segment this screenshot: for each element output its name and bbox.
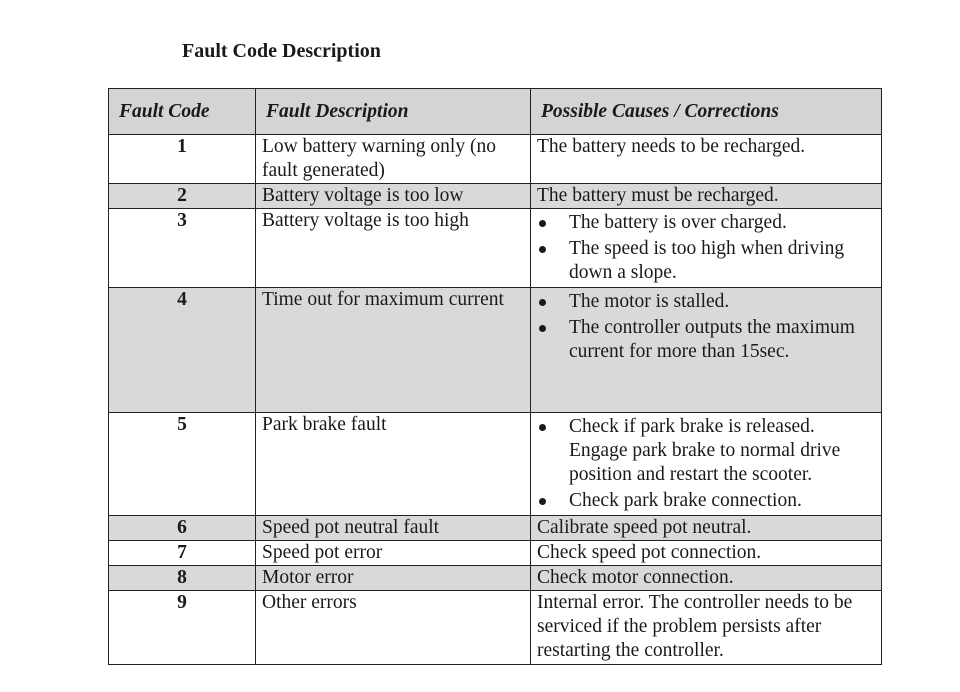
fault-code-table xyxy=(108,88,882,665)
cause-list-item xyxy=(537,290,875,314)
table-row xyxy=(109,516,882,541)
fault-description-cell: Battery voltage is too high xyxy=(256,209,531,288)
fault-code-cell: 7 xyxy=(109,541,256,566)
fault-code-cell: 4 xyxy=(109,288,256,413)
bullet-icon xyxy=(539,299,546,306)
fault-code-cell: 8 xyxy=(109,566,256,591)
fault-description-cell: Low battery warning only (no fault generated) xyxy=(256,135,531,184)
cause-list xyxy=(537,290,875,364)
cause-list-item xyxy=(537,415,875,487)
table-row xyxy=(109,135,882,184)
header-fault-code: Fault Code xyxy=(109,89,256,135)
fault-code-cell: 3 xyxy=(109,209,256,288)
cause-cell: The battery needs to be recharged. xyxy=(531,135,882,184)
cause-list-item xyxy=(537,237,875,285)
table-row xyxy=(109,591,882,665)
fault-description-cell: Speed pot neutral fault xyxy=(256,516,531,541)
fault-description-cell: Battery voltage is too low xyxy=(256,184,531,209)
cause-text: Check park brake connection. xyxy=(569,490,802,511)
cause-cell xyxy=(531,413,882,516)
bullet-icon xyxy=(539,246,546,253)
cause-text: The speed is too high when driving down a slope. xyxy=(569,238,845,283)
cause-list-item xyxy=(537,489,875,513)
fault-description-cell: Speed pot error xyxy=(256,541,531,566)
cause-cell: Check motor connection. xyxy=(531,566,882,591)
page-title: Fault Code Description xyxy=(182,40,381,62)
bullet-icon xyxy=(539,220,546,227)
fault-code-cell: 6 xyxy=(109,516,256,541)
cause-cell xyxy=(531,209,882,288)
cause-text: Check if park brake is released. Engage park brake to normal drive position and restart the scooter. xyxy=(569,416,841,485)
table-header-row xyxy=(109,89,882,135)
fault-description-cell: Time out for maximum current xyxy=(256,288,531,413)
fault-code-cell: 5 xyxy=(109,413,256,516)
bullet-icon xyxy=(539,498,546,505)
table-row xyxy=(109,184,882,209)
bullet-icon xyxy=(539,424,546,431)
fault-code-cell: 2 xyxy=(109,184,256,209)
table-row xyxy=(109,288,882,413)
fault-description-cell: Motor error xyxy=(256,566,531,591)
header-fault-description: Fault Description xyxy=(256,89,531,135)
fault-code-cell: 9 xyxy=(109,591,256,665)
cause-cell: Check speed pot connection. xyxy=(531,541,882,566)
fault-description-cell: Park brake fault xyxy=(256,413,531,516)
cause-list xyxy=(537,211,875,285)
cause-list-item xyxy=(537,316,875,364)
cause-text: The controller outputs the maximum current for more than 15sec. xyxy=(569,317,855,362)
table-row xyxy=(109,566,882,591)
cause-text: The motor is stalled. xyxy=(569,291,730,312)
table-row xyxy=(109,541,882,566)
table-row xyxy=(109,209,882,288)
bullet-icon xyxy=(539,325,546,332)
cause-list-item xyxy=(537,211,875,235)
fault-description-cell: Other errors xyxy=(256,591,531,665)
cause-cell xyxy=(531,288,882,413)
cause-cell: Internal error. The controller needs to be serviced if the problem persists after restarting the controller. xyxy=(531,591,882,665)
table-row xyxy=(109,413,882,516)
fault-code-cell: 1 xyxy=(109,135,256,184)
header-possible-causes: Possible Causes / Corrections xyxy=(531,89,882,135)
cause-text: The battery is over charged. xyxy=(569,212,787,233)
cause-cell: The battery must be recharged. xyxy=(531,184,882,209)
cause-cell: Calibrate speed pot neutral. xyxy=(531,516,882,541)
cause-list xyxy=(537,415,875,513)
